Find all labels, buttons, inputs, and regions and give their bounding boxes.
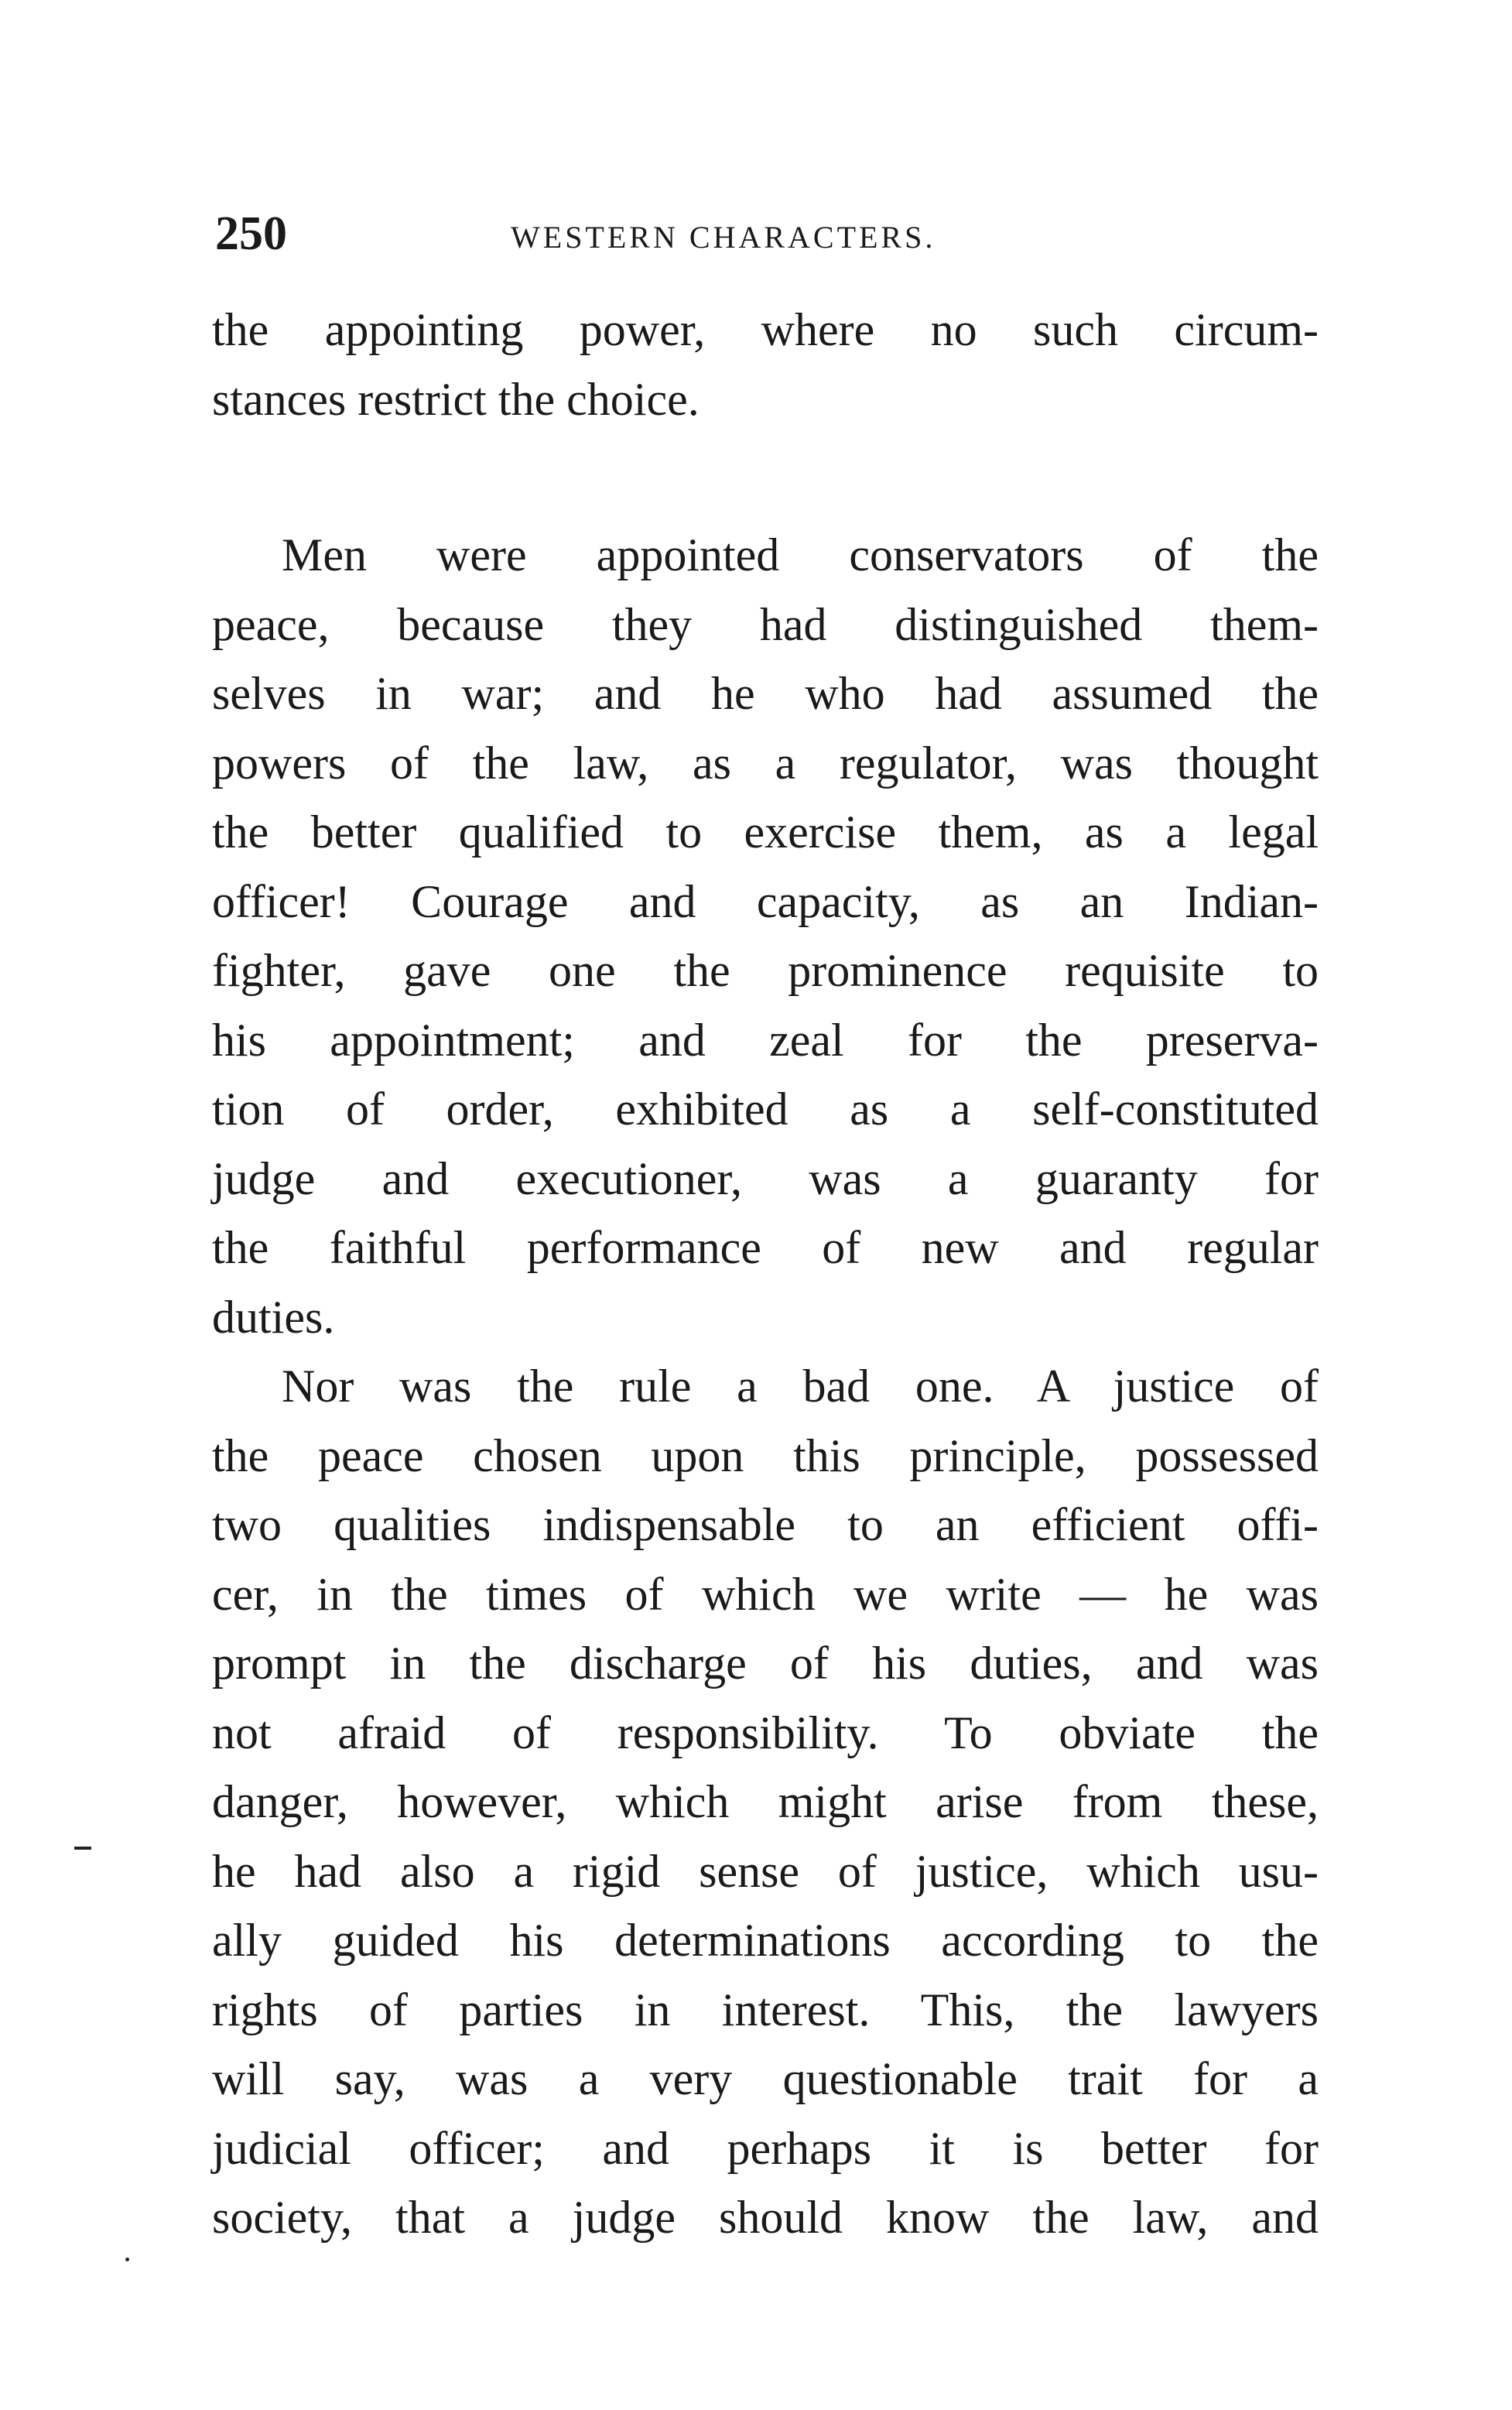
text-line: Men were appointed conservators of the xyxy=(282,529,1319,580)
text-line: duties. xyxy=(212,1291,335,1343)
page-number: 250 xyxy=(215,207,287,260)
text-line: will say, was a very questionable trait for a xyxy=(212,2053,1319,2104)
running-head xyxy=(215,203,1314,265)
text-line: danger, however, which might arise from these, xyxy=(212,1776,1319,1827)
body-text xyxy=(212,296,1319,2253)
text-line: tion of order, exhibited as a self-constituted xyxy=(212,1083,1319,1135)
text-line: the faithful performance of new and regular xyxy=(212,1222,1319,1273)
text-line: cer, in the times of which we write — he was xyxy=(212,1568,1319,1620)
text-line: judge and executioner, was a guaranty for xyxy=(212,1152,1319,1204)
paragraph-3 xyxy=(212,1352,1319,2253)
margin-dot xyxy=(125,2258,129,2261)
text-line: the appointing power, where no such circum- xyxy=(212,304,1319,355)
paragraph-1 xyxy=(212,296,1319,434)
margin-mark xyxy=(74,1847,91,1850)
text-line: stances restrict the choice. xyxy=(212,373,700,425)
text-line: the better qualified to exercise them, as a legal xyxy=(212,806,1319,858)
text-line: not afraid of responsibility. To obviate the xyxy=(212,1707,1319,1758)
text-line: prompt in the discharge of his duties, and was xyxy=(212,1638,1319,1689)
running-title: WESTERN CHARACTERS. xyxy=(511,220,936,255)
text-line: selves in war; and he who had assumed the xyxy=(212,668,1319,719)
text-line: he had also a rigid sense of justice, which usu- xyxy=(212,1845,1319,1897)
text-line: peace, because they had distinguished them- xyxy=(212,598,1319,650)
text-line: powers of the law, as a regulator, was thought xyxy=(212,737,1319,789)
text-line: judicial officer; and perhaps it is better for xyxy=(212,2122,1319,2174)
paragraph-2 xyxy=(212,521,1319,1352)
text-line: officer! Courage and capacity, as an Indian- xyxy=(212,875,1319,927)
text-line: the peace chosen upon this principle, possessed xyxy=(212,1429,1319,1481)
paragraph-gap xyxy=(212,434,1319,521)
text-line: his appointment; and zeal for the preserva- xyxy=(212,1014,1319,1066)
text-line: two qualities indispensable to an efficient offi- xyxy=(212,1499,1319,1550)
text-line: society, that a judge should know the law, and xyxy=(212,2192,1319,2243)
text-line: ally guided his determinations according to the xyxy=(212,1915,1319,1966)
text-line: Nor was the rule a bad one. A justice of xyxy=(282,1361,1319,1412)
text-line: rights of parties in interest. This, the lawyers xyxy=(212,1984,1319,2035)
text-line: fighter, gave one the prominence requisite to xyxy=(212,945,1319,996)
